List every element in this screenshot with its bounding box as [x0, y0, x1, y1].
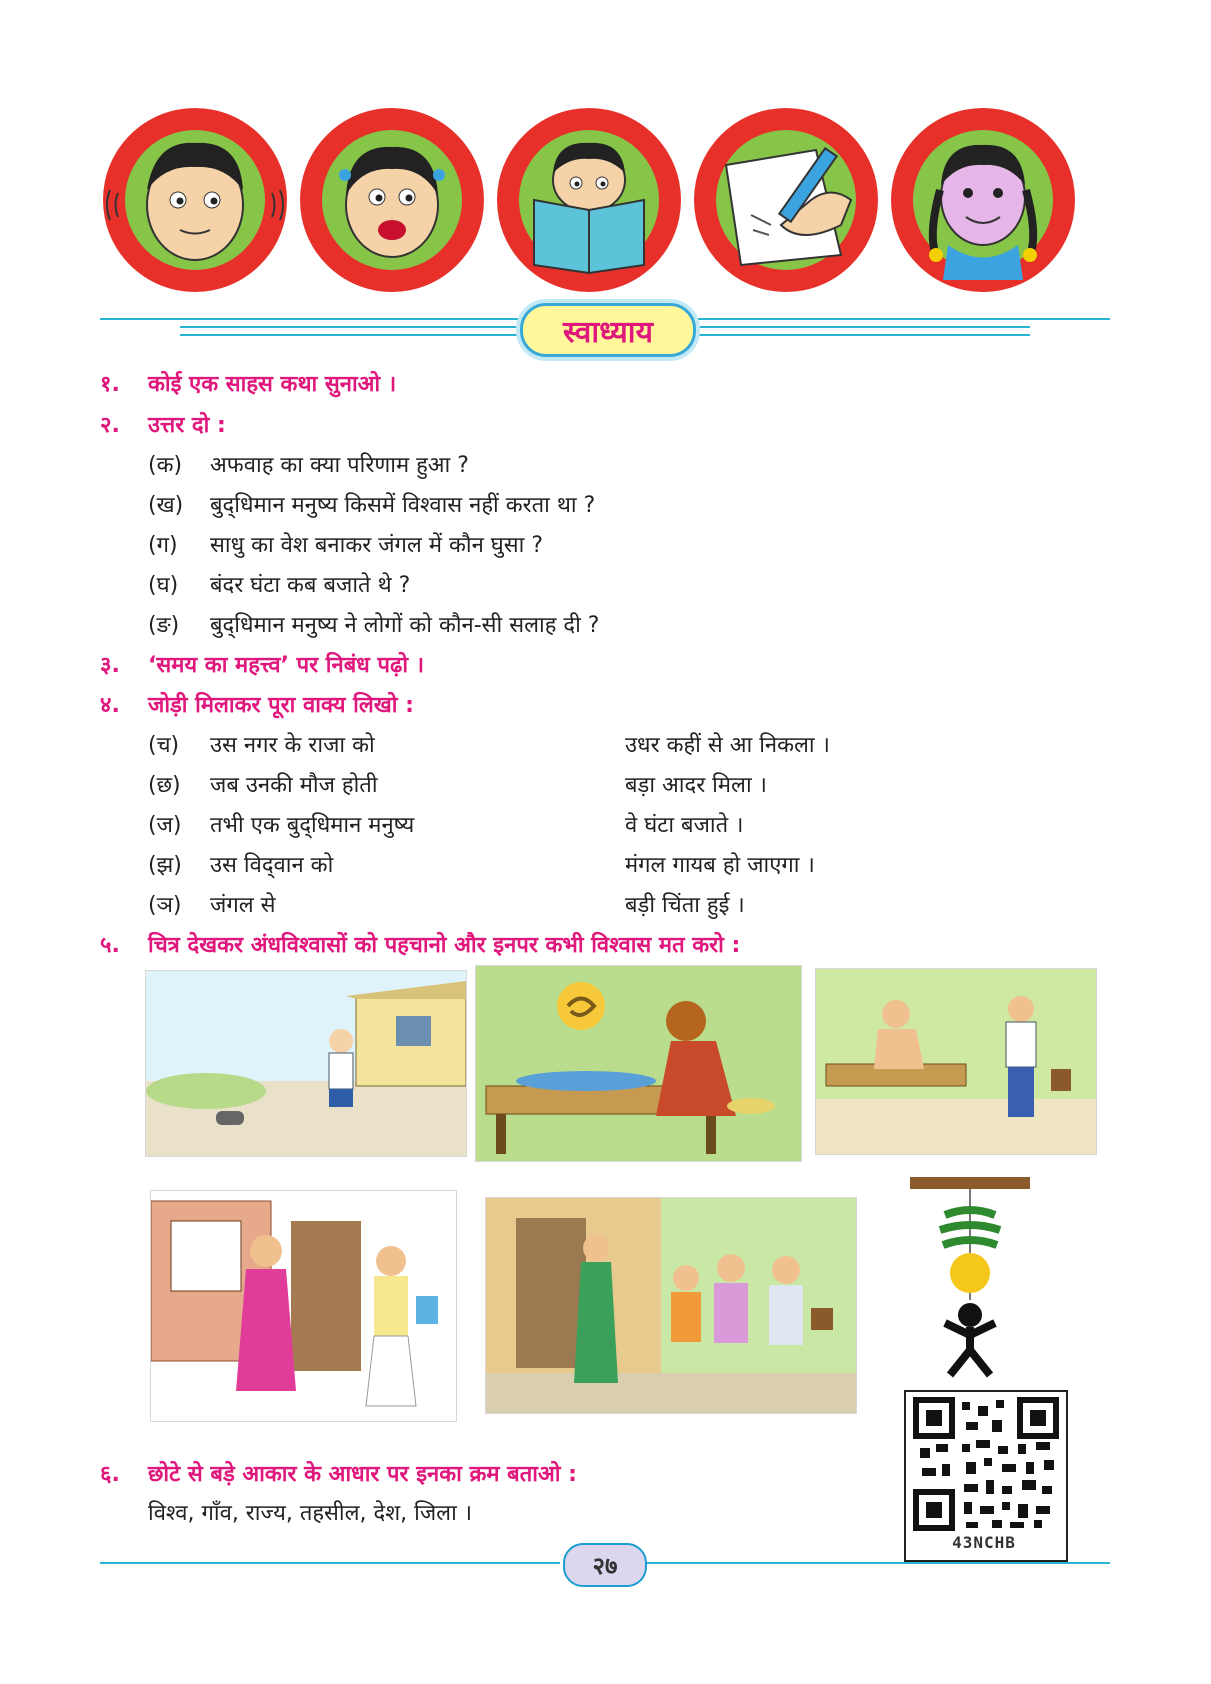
- item-label: (झ): [148, 853, 182, 878]
- question-number: ३.: [100, 653, 120, 678]
- item-text: अफवाह का क्या परिणाम हुआ ?: [210, 453, 469, 478]
- speaking-icon: [297, 105, 487, 295]
- writing-icon: [691, 105, 881, 295]
- illustration-snake-charmer: [475, 965, 802, 1162]
- heading-rule-right-3: [690, 334, 1030, 336]
- question-2: [100, 409, 226, 439]
- heading-rule-left-3: [180, 334, 520, 336]
- question-6: [100, 1458, 577, 1488]
- q4-right-item: वे घंटा बजाते ।: [625, 813, 744, 838]
- question-text: छोटे से बड़े आकार के आधार पर इनका क्रम बताओ :: [148, 1462, 577, 1487]
- illustration-sneezing-man: [815, 968, 1097, 1155]
- question-number: २.: [100, 413, 120, 438]
- question-number: ५.: [100, 933, 120, 958]
- q4-right-item: मंगल गायब हो जाएगा ।: [625, 853, 815, 878]
- footer-rule-right: [645, 1562, 1110, 1564]
- question-text: उत्तर दो :: [148, 413, 226, 438]
- section-title: स्वाध्याय: [520, 303, 696, 357]
- illustration-family-leaving: [485, 1197, 857, 1414]
- qr-code-label: 43NCHB: [952, 1533, 1016, 1552]
- item-label: (ग): [148, 533, 178, 558]
- item-text: उस विद्‌वान को: [210, 853, 334, 878]
- self-study-icon: [888, 105, 1078, 295]
- q4-left-item: [148, 809, 414, 839]
- q2-item: [148, 609, 599, 639]
- question-4: [100, 689, 414, 719]
- q4-left-item: [148, 769, 378, 799]
- question-1: [100, 368, 396, 398]
- heading-rule-right-2: [690, 326, 1030, 328]
- item-text: तभी एक बुद्‌धिमान मनुष्य: [210, 813, 415, 838]
- item-label: (ख): [148, 493, 184, 518]
- question-number: ४.: [100, 693, 120, 718]
- q2-item: [148, 529, 543, 559]
- q4-left-item: [148, 889, 276, 919]
- question-number: ६.: [100, 1462, 120, 1487]
- item-text: बुद्‌धिमान मनुष्य ने लोगों को कौन-सी सलाह दी ?: [210, 613, 600, 638]
- q4-left-item: [148, 849, 333, 879]
- item-text: उस नगर के राजा को: [210, 733, 375, 758]
- item-text: जंगल से: [210, 893, 276, 918]
- item-label: (क): [148, 453, 183, 478]
- q4-right-item: बड़ी चिंता हुई ।: [625, 893, 745, 918]
- heading-rule-left-2: [180, 326, 520, 328]
- question-5: [100, 929, 740, 959]
- item-label: (च): [148, 733, 180, 758]
- illustration-lemon-chilli-charm: [905, 1175, 1035, 1380]
- question-text: चित्र देखकर अंधविश्वासों को पहचानो और इनपर कभी विश्वास मत करो :: [148, 933, 741, 958]
- question-text: ‘समय का महत्त्व’ पर निबंध पढ़ो ।: [148, 653, 425, 678]
- item-label: (ञ): [148, 893, 182, 918]
- question-text: जोड़ी मिलाकर पूरा वाक्य लिखो :: [148, 693, 414, 718]
- q4-right-item: उधर कहीं से आ निकला ।: [625, 733, 830, 758]
- item-text: बुद्‌धिमान मनुष्य किसमें विश्वास नहीं करता था ?: [210, 493, 596, 518]
- item-label: (छ): [148, 773, 181, 798]
- listening-icon: [100, 105, 290, 295]
- q2-item: [148, 489, 595, 519]
- question-number: १.: [100, 372, 120, 397]
- item-text: बंदर घंटा कब बजाते थे ?: [210, 573, 411, 598]
- item-label: (ज): [148, 813, 182, 838]
- item-label: (घ): [148, 573, 179, 598]
- item-label: (ङ): [148, 613, 180, 638]
- illustration-cat-crossing: [145, 970, 467, 1157]
- heading-rule-left-1: [100, 318, 520, 320]
- item-text: जब उनकी मौज होती: [210, 773, 378, 798]
- q4-right-item: बड़ा आदर मिला ।: [625, 773, 767, 798]
- q4-left-item: [148, 729, 375, 759]
- q6-answer-list: विश्‍व, गाँव, राज्य, तहसील, देश, जिला ।: [148, 1501, 473, 1526]
- q2-item: [148, 569, 410, 599]
- item-text: साधु का वेश बनाकर जंगल में कौन घुसा ?: [210, 533, 544, 558]
- reading-icon: [494, 105, 684, 295]
- illustration-woman-and-man: [150, 1190, 457, 1422]
- page-number: २७: [563, 1543, 647, 1587]
- heading-rule-right-1: [690, 318, 1110, 320]
- footer-rule-left: [100, 1562, 560, 1564]
- question-text: कोई एक साहस कथा सुनाओ ।: [148, 372, 397, 397]
- question-3: [100, 649, 424, 679]
- q2-item: [148, 449, 469, 479]
